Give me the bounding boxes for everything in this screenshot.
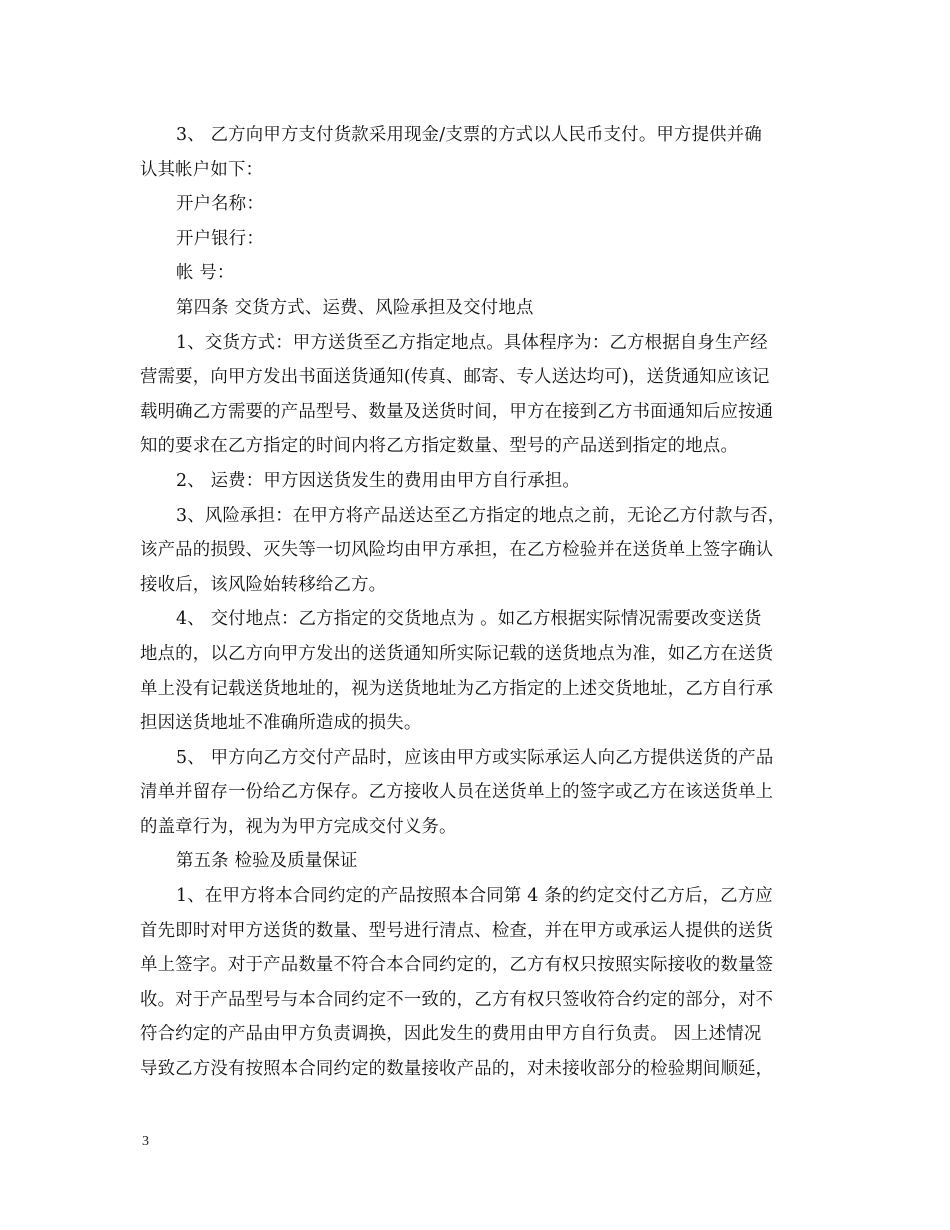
text-line: 认其帐户如下： (140, 159, 264, 180)
text-line: 5、 甲方向乙方交付产品时，应该由甲方或实际承运人向乙方提供送货的产品 (176, 747, 774, 768)
text-line: 2、 运费：甲方因送货发生的费用由甲方自行承担。 (176, 470, 580, 491)
text-line: 1、在甲方将本合同约定的产品按照本合同第 4 条的约定交付乙方后，乙方应 (176, 886, 773, 907)
text-line: 营需要，向甲方发出书面送货通知(传真、邮寄、专人送达均可)，送货通知应该记 (140, 367, 770, 388)
text-line: 第四条 交货方式、运费、风险承担及交付地点 (176, 297, 534, 318)
text-line: 第五条 检验及质量保证 (176, 851, 358, 872)
text-line: 载明确乙方需要的产品型号、数量及送货时间，甲方在接到乙方书面通知后应按通 (140, 401, 774, 422)
text-line: 单上签字。对于产品数量不符合本合同约定的，乙方有权只按照实际接收的数量签 (140, 955, 774, 976)
text-line: 知的要求在乙方指定的时间内将乙方指定数量、型号的产品送到指定的地点。 (140, 436, 739, 457)
text-line: 该产品的损毁、灭失等一切风险均由甲方承担，在乙方检验并在送货单上签字确认 (140, 540, 774, 561)
text-line: 首先即时对甲方送货的数量、型号进行清点、检查，并在甲方或承运人提供的送货 (140, 920, 774, 941)
text-line: 开户名称： (176, 194, 264, 215)
text-line: 3、风险承担：在甲方将产品送达至乙方指定的地点之前，无论乙方付款与否， (176, 505, 786, 526)
text-line: 地点的，以乙方向甲方发出的送货通知所实际记载的送货地点为准，如乙方在送货 (140, 643, 774, 664)
contract-body-text (140, 118, 820, 1087)
text-line: 清单并留存一份给乙方保存。乙方接收人员在送货单上的签字或乙方在该送货单上 (140, 782, 774, 803)
page-number: 3 (142, 1134, 149, 1149)
text-line: 1、交货方式：甲方送货至乙方指定地点。具体程序为：乙方根据自身生产经 (176, 332, 768, 353)
text-line: 3、 乙方向甲方支付货款采用现金/支票的方式以人民币支付。甲方提供并确 (176, 125, 762, 145)
text-line: 导致乙方没有按照本合同约定的数量接收产品的，对未接收部分的检验期间顺延， (140, 1059, 774, 1080)
text-line: 单上没有记载送货地址的，视为送货地址为乙方指定的上述交货地址，乙方自行承 (140, 678, 774, 699)
text-line: 担因送货地址不准确所造成的损失。 (140, 713, 422, 734)
text-line: 收。对于产品型号与本合同约定不一致的，乙方有权只签收符合约定的部分，对不 (140, 989, 774, 1010)
text-line: 符合约定的产品由甲方负责调换，因此发生的费用由甲方自行负责。 因上述情况 (140, 1024, 762, 1045)
text-line: 4、 交付地点：乙方指定的交货地点为 。如乙方根据实际情况需要改变送货 (176, 609, 762, 630)
text-line: 开户银行： (176, 228, 264, 249)
text-line: 接收后，该风险始转移给乙方。 (140, 574, 387, 595)
text-line: 的盖章行为，视为为甲方完成交付义务。 (140, 816, 457, 837)
text-line: 帐 号： (176, 263, 235, 284)
